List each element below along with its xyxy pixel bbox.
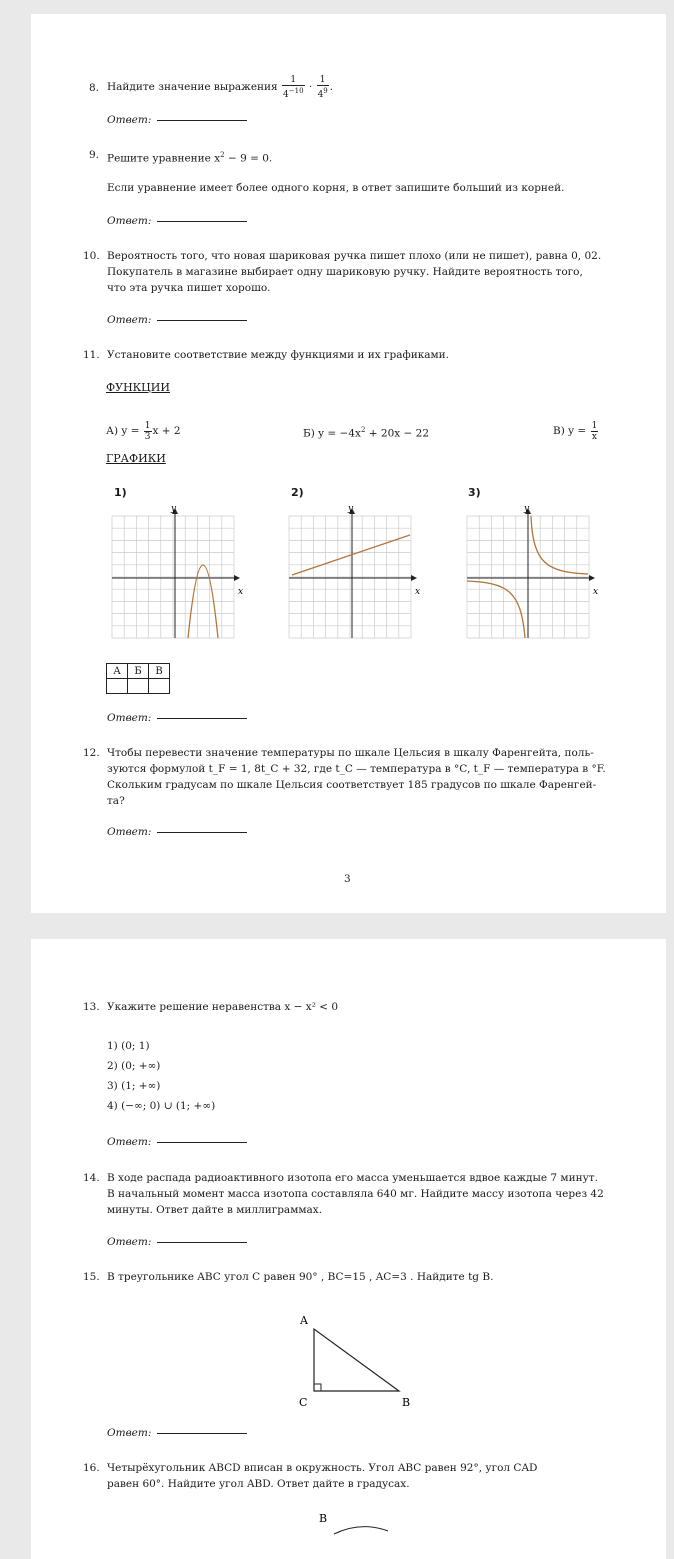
q12-line1: Чтобы перевести значение температуры по шкале Цельсия в шкалу Фаренгейта, поль-	[107, 747, 594, 759]
graph-2-curve	[292, 535, 410, 575]
functions-heading: ФУНКЦИИ	[106, 381, 170, 394]
function-v: В) y = $\frac{1}{x}$	[553, 420, 598, 442]
q14-line3: минуты. Ответ дайте в миллиграммах.	[107, 1204, 323, 1216]
graph-3-x-arrow	[589, 575, 595, 581]
q13-option-2: 2) (0; +∞)	[107, 1060, 161, 1072]
q14-answer: Ответ:	[107, 1236, 247, 1248]
q12-line4: та?	[107, 795, 125, 807]
graph-3-y-label: y	[524, 504, 530, 514]
q9-answer: Ответ:	[107, 215, 247, 227]
graph-2-line	[289, 502, 429, 642]
table-header-a: А	[107, 664, 128, 679]
q15-answer-field[interactable]	[157, 1432, 247, 1434]
graph-1-x-label: x	[238, 587, 244, 597]
right-angle-mark	[314, 1384, 321, 1391]
graph-1-y-label: y	[171, 504, 177, 514]
vertex-c-label: C	[299, 1396, 308, 1409]
q9-answer-field[interactable]	[157, 220, 247, 222]
table-cell-v[interactable]	[149, 679, 170, 694]
q13-options	[107, 1040, 215, 1120]
graph-2-label: 2)	[291, 486, 304, 499]
q11-text: Установите соответствие между функциями и их графиками.	[107, 349, 450, 361]
q10-number: 10.	[83, 250, 100, 262]
q8-answer-field[interactable]	[157, 119, 247, 121]
q13-option-4: 4) (−∞; 0) ∪ (1; +∞)	[107, 1100, 216, 1112]
q14-answer-field[interactable]	[157, 1241, 247, 1243]
q9-note: Если уравнение имеет более одного корня, в ответ запишите больший из корней.	[107, 182, 565, 194]
circle-arc	[334, 1527, 388, 1534]
q16-line2: равен 60°. Найдите угол ABD. Ответ дайте в градусах.	[107, 1478, 410, 1490]
function-a: А) y = $\frac{1}{3}$ x + 2	[106, 420, 181, 442]
graph-3-x-label: x	[593, 587, 599, 597]
q11-answer-table	[106, 663, 170, 694]
function-b: Б) $y = -4x^2 + 20x - 22$	[303, 426, 430, 440]
graph-2-x-arrow	[411, 575, 417, 581]
q14-number: 14.	[83, 1172, 100, 1184]
table-header-b: Б	[128, 664, 149, 679]
q8-text: Найдите значение выражения $\frac{1}{4^{-10}}$ · $\frac{1}{4^9}$ .	[107, 74, 334, 100]
q9-text: Решите уравнение $x^2 - 9 = 0$.	[107, 151, 273, 165]
q13-number: 13.	[83, 1001, 100, 1013]
q11-number: 11.	[83, 349, 100, 361]
page-number: 3	[344, 873, 351, 885]
graph-1-parabola	[112, 502, 252, 642]
q16-line1: Четырёхугольник ABCD вписан в окружность. Угол ABC равен 92°, угол CAD	[107, 1462, 538, 1474]
q10-answer: Ответ:	[107, 314, 247, 326]
graph-2-y-label: y	[348, 504, 354, 514]
q12-line3: Скольким градусам по шкале Цельсия соответствует 185 градусов по шкале Фаренгей-	[107, 779, 597, 791]
vertex-a-label: A	[300, 1314, 308, 1327]
q15-text: В треугольнике ABC угол C равен 90° , BC=15 , AC=3 . Найдите tg B.	[107, 1271, 494, 1283]
q14-line2: В начальный момент масса изотопа составляла 640 мг. Найдите массу изотопа через 42	[107, 1188, 604, 1200]
graph-3-label: 3)	[468, 486, 481, 499]
triangle-abc	[296, 1311, 416, 1411]
q12-line2: зуются формулой t_F = 1, 8t_C + 32, где t_C — температура в °C, t_F — температура в °F.	[107, 763, 606, 775]
q10-line2: Покупатель в магазине выбирает одну шариковую ручку. Найдите вероятность того,	[107, 266, 583, 278]
vertex-b-label-q16: B	[319, 1512, 328, 1525]
graph-3-curve-right	[531, 516, 588, 574]
graph-1-label: 1)	[114, 486, 127, 499]
graphs-heading: ГРАФИКИ	[106, 452, 166, 465]
q9-number: 9.	[89, 149, 100, 161]
inscribed-quadrilateral	[316, 1509, 436, 1549]
q10-line3: что эта ручка пишет хорошо.	[107, 282, 271, 294]
q15-answer: Ответ:	[107, 1427, 247, 1439]
q12-answer: Ответ:	[107, 826, 247, 838]
q11-answer-field[interactable]	[157, 717, 247, 719]
table-header-v: В	[149, 664, 170, 679]
q8-number: 8.	[89, 82, 100, 94]
vertex-b-label: B	[402, 1396, 411, 1409]
table-cell-b[interactable]	[128, 679, 149, 694]
q8-answer: Ответ:	[107, 114, 247, 126]
q15-number: 15.	[83, 1271, 100, 1283]
graph-3-hyperbola	[467, 502, 607, 642]
q13-text: Укажите решение неравенства x − x² < 0	[107, 1001, 339, 1013]
q12-answer-field[interactable]	[157, 831, 247, 833]
q13-option-3: 3) (1; +∞)	[107, 1080, 161, 1092]
q8-fraction-1: $\frac{1}{4^{-10}}$	[283, 74, 304, 100]
table-cell-a[interactable]	[107, 679, 128, 694]
q12-number: 12.	[83, 747, 100, 759]
graph-1-x-arrow	[234, 575, 240, 581]
q8-fraction-2: $\frac{1}{4^9}$	[317, 74, 328, 100]
page-3	[31, 14, 666, 913]
q14-line1: В ходе распада радиоактивного изотопа его масса уменьшается вдвое каждые 7 минут.	[107, 1172, 598, 1184]
q13-answer-field[interactable]	[157, 1141, 247, 1143]
q16-number: 16.	[83, 1462, 100, 1474]
graph-2-grid	[289, 516, 411, 638]
triangle-shape	[314, 1329, 399, 1391]
q13-option-1: 1) (0; 1)	[107, 1040, 150, 1052]
page-4	[31, 939, 666, 1559]
graph-2-x-label: x	[415, 587, 421, 597]
q10-line1: Вероятность того, что новая шариковая ручка пишет плохо (или не пишет), равна 0, 02.	[107, 250, 602, 262]
q10-answer-field[interactable]	[157, 319, 247, 321]
q11-answer: Ответ:	[107, 712, 247, 724]
q13-answer: Ответ:	[107, 1136, 247, 1148]
